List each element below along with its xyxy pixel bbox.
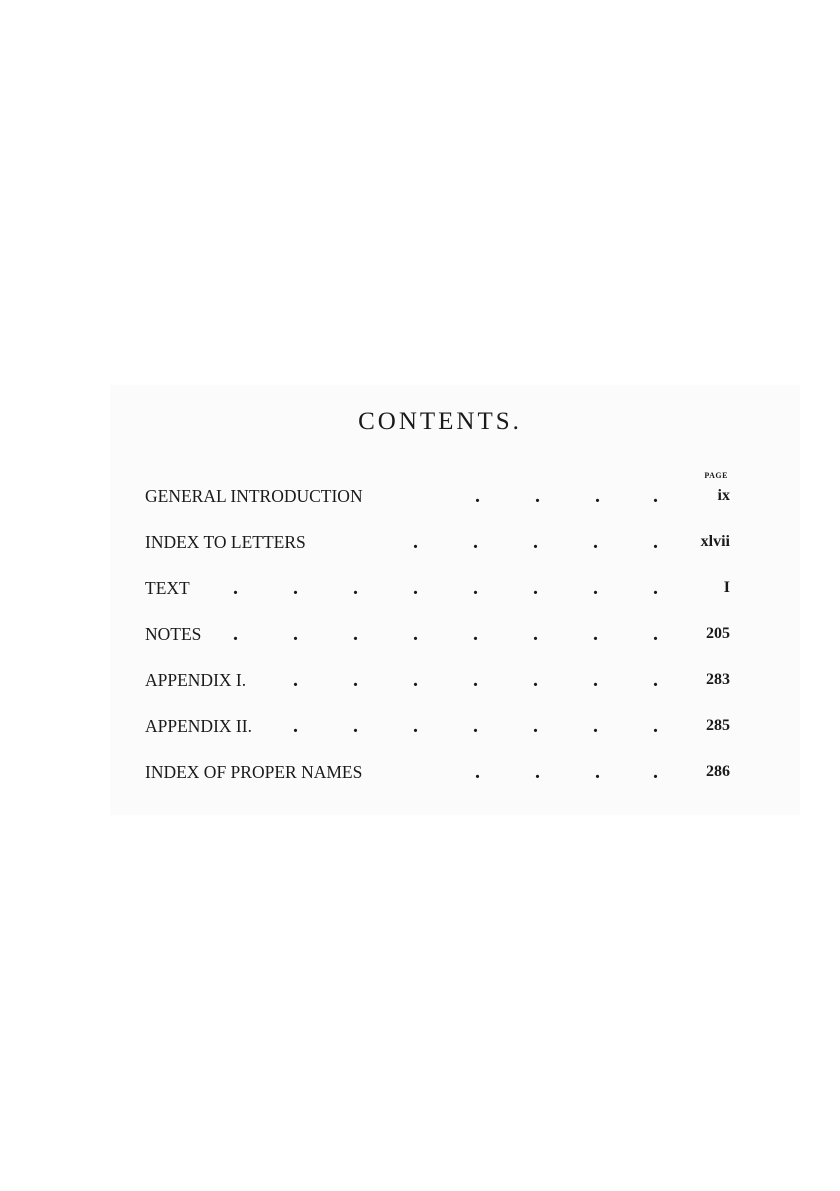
leader-dot: . — [653, 577, 658, 599]
leader-dot: . — [293, 715, 298, 737]
toc-entry-label: NOTES — [145, 624, 202, 644]
toc-entry-page: I — [723, 579, 730, 596]
leader-dot: . — [413, 531, 418, 553]
leader-dot: . — [533, 623, 538, 645]
toc-entry-notes[interactable] — [145, 622, 730, 646]
toc-entry-page: xlvii — [700, 533, 730, 550]
leader-dot: . — [413, 715, 418, 737]
toc-entry-label: APPENDIX I. — [145, 670, 247, 690]
leader-dot: . — [535, 485, 540, 507]
leader-dot: . — [653, 715, 658, 737]
leader-dot: . — [473, 669, 478, 691]
leader-dot: . — [653, 531, 658, 553]
leader-dot: . — [595, 761, 600, 783]
leader-dot: . — [353, 577, 358, 599]
toc-entry-page: ix — [717, 487, 730, 504]
leader-dot: . — [473, 577, 478, 599]
leader-dot: . — [593, 531, 598, 553]
leader-dot: . — [653, 669, 658, 691]
toc-entry-label: TEXT — [145, 578, 190, 598]
leader-dot: . — [653, 623, 658, 645]
leader-dot: . — [593, 669, 598, 691]
leader-dot: . — [353, 623, 358, 645]
leader-dot: . — [413, 577, 418, 599]
leader-dot: . — [475, 485, 480, 507]
leader-dot: . — [353, 715, 358, 737]
toc-entry-index-of-proper-names[interactable] — [145, 760, 730, 784]
toc-entry-page: 286 — [706, 763, 730, 780]
leader-dot: . — [233, 577, 238, 599]
leader-dot: . — [475, 761, 480, 783]
leader-dot: . — [293, 577, 298, 599]
leader-dot: . — [593, 623, 598, 645]
leader-dot: . — [533, 577, 538, 599]
leader-dot: . — [533, 669, 538, 691]
leader-dot: . — [473, 623, 478, 645]
leader-dot: . — [473, 715, 478, 737]
toc-entry-page: 205 — [706, 625, 730, 642]
toc-entry-label: GENERAL INTRODUCTION — [145, 486, 363, 506]
toc-entry-label: INDEX TO LETTERS — [145, 532, 306, 552]
leader-dot: . — [293, 669, 298, 691]
leader-dot: . — [533, 715, 538, 737]
leader-dot: . — [533, 531, 538, 553]
leader-dot: . — [293, 623, 298, 645]
leader-dot: . — [653, 761, 658, 783]
toc-entry-index-to-letters[interactable] — [145, 530, 730, 554]
toc-entry-label: APPENDIX II. — [145, 716, 252, 736]
leader-dot: . — [593, 577, 598, 599]
toc-entry-appendix-ii[interactable] — [145, 714, 730, 738]
toc-entry-general-introduction[interactable] — [145, 484, 730, 508]
toc-entry-page: 285 — [706, 717, 730, 734]
leader-dot: . — [473, 531, 478, 553]
leader-dot: . — [653, 485, 658, 507]
leader-dot: . — [593, 715, 598, 737]
leader-dot: . — [413, 623, 418, 645]
page-title: CONTENTS. — [358, 408, 522, 435]
leader-dot: . — [353, 669, 358, 691]
leader-dot: . — [413, 669, 418, 691]
toc-entry-page: 283 — [706, 671, 730, 688]
toc-entry-label: INDEX OF PROPER NAMES — [145, 762, 363, 782]
page-column-header: PAGE — [704, 471, 728, 480]
leader-dot: . — [595, 485, 600, 507]
toc-entry-appendix-i[interactable] — [145, 668, 730, 692]
toc-entry-text[interactable] — [145, 576, 730, 600]
leader-dot: . — [233, 623, 238, 645]
leader-dot: . — [535, 761, 540, 783]
